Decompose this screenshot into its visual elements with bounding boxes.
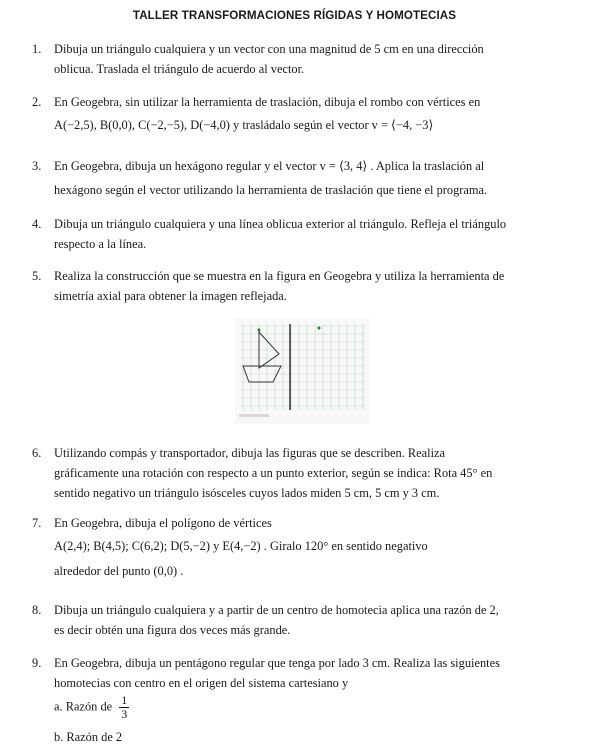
exercise-number: 2. [32, 95, 42, 109]
exercise-line: Utilizando compás y transportador, dibuja las figuras que se describen. Realiza [54, 446, 446, 460]
exercise-1 [32, 39, 552, 79]
exercise-8 [32, 600, 552, 640]
exercise-line: oblicua. Traslada el triángulo de acuerdo al vector. [54, 62, 305, 76]
exercise-number: 6. [32, 446, 42, 460]
exercise-number: 7. [32, 516, 42, 530]
fraction-denominator: 3 [121, 707, 128, 721]
exercise-line: Realiza la construcción que se muestra en la figura en Geogebra y utiliza la herramienta de [54, 269, 505, 283]
exercise-line: Dibuja un triángulo cualquiera y a partir de un centro de homotecia aplica una razón de 2, [54, 603, 499, 617]
exercise-line-math: A(2,4); B(4,5); C(6,2); D(5,−2) y E(4,−2) . Giralo 120° en sentido negativo [54, 539, 428, 553]
exercise-3 [32, 156, 552, 200]
exercise-line: es decir obtén una figura dos veces más grande. [54, 623, 291, 637]
fraction-numerator: 1 [121, 693, 128, 707]
exercise-line: En Geogebra, dibuja un hexágono regular y el vector v = ⟨3, 4⟩ . Aplica la traslación al [54, 159, 485, 173]
exercise-number: 4. [32, 217, 42, 231]
exercise-line: simetría axial para obtener la imagen reflejada. [54, 289, 287, 303]
vertex-point [258, 329, 261, 332]
sub-item-b: b. Razón de 2 [54, 730, 123, 744]
exercise-number: 5. [32, 269, 42, 283]
exercise-number: 3. [32, 159, 42, 173]
exercise-line: En Geogebra, sin utilizar la herramienta de traslación, dibuja el rombo con vértices en [54, 95, 481, 109]
exercise-line: gráficamente una rotación con respecto a un punto exterior, según se indica: Rota 45° en [54, 466, 493, 480]
exercise-4 [32, 214, 552, 254]
exercise-line: Dibuja un triángulo cualquiera y una línea oblicua exterior al triángulo. Refleja el triángulo [54, 217, 507, 231]
exercise-number: 1. [32, 42, 42, 56]
sub-item-a [54, 694, 129, 721]
caption-bar [239, 414, 269, 417]
exercise-number: 9. [32, 656, 42, 670]
exercise-2 [32, 92, 552, 135]
exercise-9 [32, 653, 552, 693]
exercise-7 [32, 513, 552, 581]
exercise-line: Dibuja un triángulo cualquiera y un vector con una magnitud de 5 cm en una dirección [54, 42, 484, 56]
exercise-5 [32, 266, 552, 306]
geogebra-figure [235, 318, 370, 424]
exercise-line: En Geogebra, dibuja el polígono de vértices [54, 516, 272, 530]
vertex-point [318, 327, 321, 330]
exercise-line-math: A(−2,5), B(0,0), C(−2,−5), D(−4,0) y trasládalo según el vector v = ⟨−4, −3⟩ [54, 118, 434, 132]
exercise-line: respecto a la línea. [54, 237, 147, 251]
reflection-diagram [235, 318, 370, 424]
exercise-line: En Geogebra, dibuja un pentágono regular que tenga por lado 3 cm. Realiza las siguientes [54, 656, 500, 670]
exercise-number: 8. [32, 603, 42, 617]
exercise-line: homotecias con centro en el origen del sistema cartesiano y [54, 676, 349, 690]
exercise-line: sentido negativo un triángulo isósceles cuyos lados miden 5 cm, 5 cm y 3 cm. [54, 486, 440, 500]
exercise-line: hexágono según el vector utilizando la herramienta de traslación que tiene el programa. [54, 183, 488, 197]
sub-item-label: a. Razón de [54, 699, 113, 714]
page-title: TALLER TRANSFORMACIONES RÍGIDAS Y HOMOTECIAS [132, 9, 457, 22]
exercise-6 [32, 443, 552, 503]
fraction [119, 694, 129, 721]
exercise-line-math: alrededor del punto (0,0) . [54, 564, 184, 578]
